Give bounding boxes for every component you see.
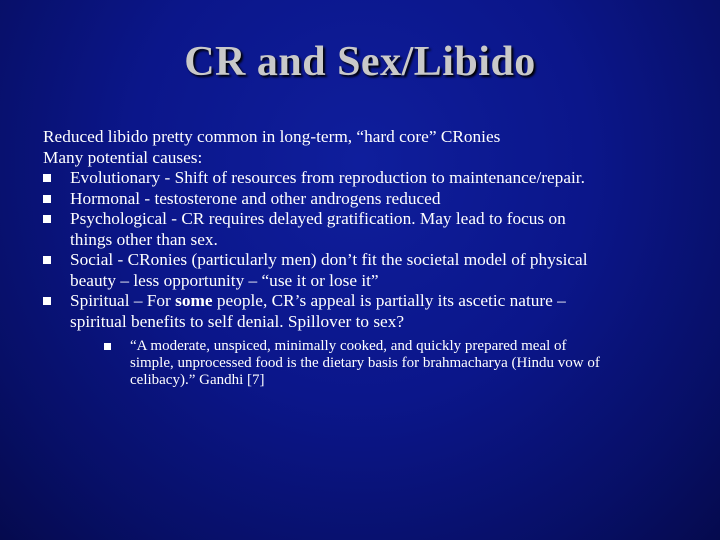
- bullet-text: Evolutionary - Shift of resources from reproduction to maintenance/repair.: [70, 168, 585, 187]
- square-bullet-icon: [43, 195, 51, 203]
- intro-line: Many potential causes:: [43, 147, 203, 167]
- square-bullet-icon: [43, 215, 51, 223]
- quote-text: simple, unprocessed food is the dietary basis for brahmacharya (Hindu vow of: [130, 355, 600, 371]
- bullet-text: things other than sex.: [70, 229, 218, 249]
- bullet-text-part: Spiritual – For: [70, 291, 176, 310]
- bullet-text: Social - CRonies (particularly men) don’t fit the societal model of physical: [70, 250, 588, 269]
- quote-text: “A moderate, unspiced, minimally cooked, and quickly prepared meal of: [130, 338, 567, 354]
- square-bullet-icon: [43, 297, 51, 305]
- bullet-item: [43, 168, 693, 189]
- bullet-text: [70, 291, 693, 312]
- slide-body: [43, 127, 693, 389]
- square-bullet-icon: [104, 343, 111, 350]
- bullet-text: Hormonal - testosterone and other androgens reduced: [70, 188, 441, 208]
- bullet-item: [43, 291, 693, 389]
- bullet-text: Psychological - CR requires delayed gratification. May lead to focus on: [70, 209, 566, 228]
- bullet-item: [43, 189, 693, 210]
- bullet-text-part: people, CR’s appeal is partially its ascetic nature –: [212, 291, 566, 310]
- square-bullet-icon: [43, 174, 51, 182]
- bullet-item: [43, 209, 693, 250]
- slide-title: CR and Sex/Libido: [184, 39, 536, 85]
- sub-bullet-item: [104, 338, 693, 389]
- bullet-text: beauty – less opportunity – “use it or lose it”: [70, 270, 379, 290]
- quote-text: celibacy).” Gandhi [7]: [130, 372, 265, 388]
- square-bullet-icon: [43, 256, 51, 264]
- bullet-item: [43, 250, 693, 291]
- bold-emphasis: some: [175, 291, 213, 310]
- bullet-text: spiritual benefits to self denial. Spillover to sex?: [70, 311, 405, 331]
- intro-line: Reduced libido pretty common in long-term, “hard core” CRonies: [43, 127, 501, 146]
